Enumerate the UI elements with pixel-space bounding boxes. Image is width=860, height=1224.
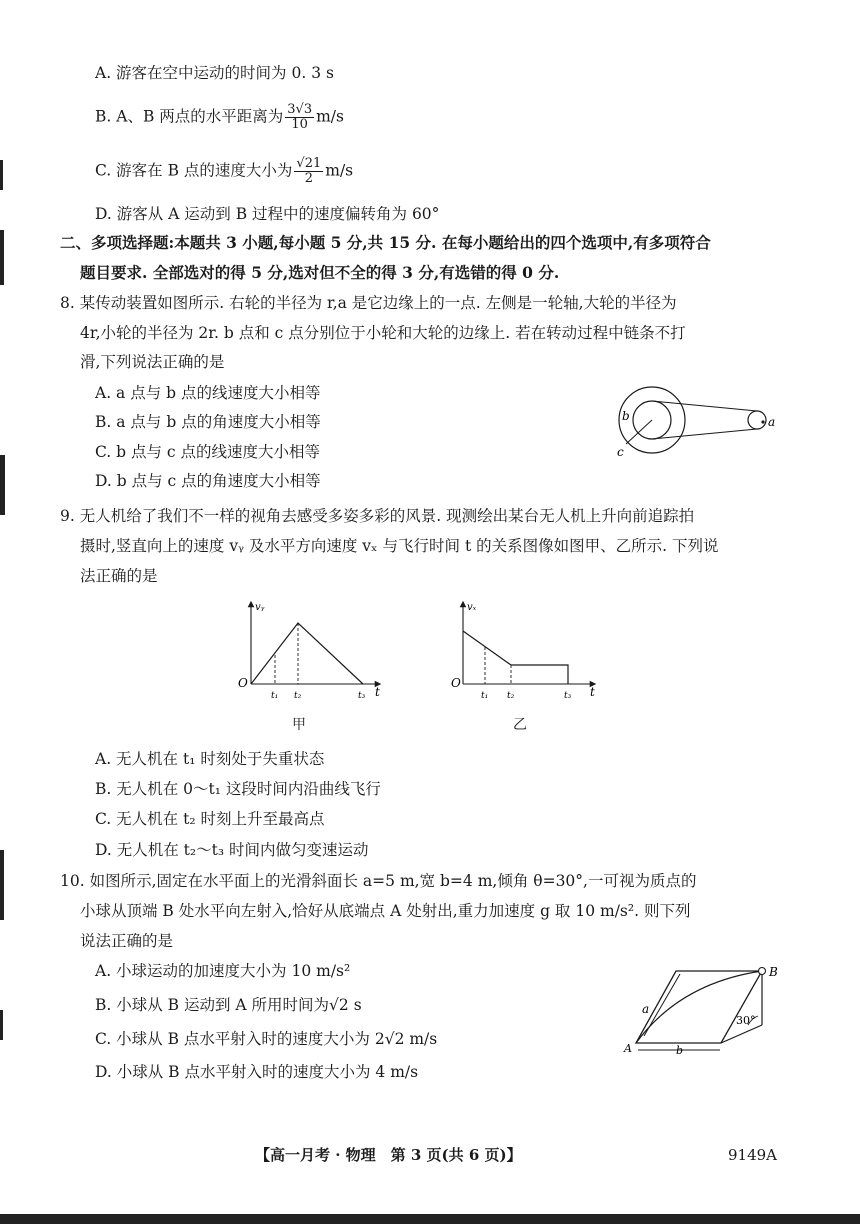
q8-option-a: A. a 点与 b 点的线速度大小相等 [95, 384, 321, 402]
q10-label-angle: 30° [736, 1014, 756, 1027]
section2-heading-line1: 二、多项选择题:本题共 3 小题,每小题 5 分,共 15 分. 在每小题给出的四个选项中,有多项符合 [60, 233, 711, 252]
q7-option-c [95, 157, 353, 186]
q7-option-b-fraction [285, 103, 314, 132]
q8-stem-line3: 滑,下列说法正确的是 [80, 353, 225, 371]
q9-option-c: C. 无人机在 t₂ 时刻上升至最高点 [95, 810, 325, 828]
q9-yi-t3: t₃ [564, 691, 572, 701]
q7-option-b-denominator: 10 [291, 117, 308, 132]
q9-yi-curve [463, 631, 568, 684]
q9-jia-t3: t₃ [358, 691, 366, 701]
scan-edge-mark [0, 230, 4, 285]
q10-label-point-b: B [769, 965, 778, 979]
q9-jia-curve [251, 623, 363, 684]
q9-stem-line1: 9. 无人机给了我们不一样的视角去感受多姿多彩的风景. 现测绘出某台无人机上升向前追踪拍 [60, 507, 695, 525]
q9-jia-ylabel: vᵧ [255, 602, 265, 613]
q8-option-c: C. b 点与 c 点的线速度大小相等 [95, 443, 321, 461]
q7-option-b-text: B. A、B 两点的水平距离为 [95, 107, 284, 126]
scan-edge-mark [0, 850, 4, 920]
q10-incline-side [721, 1025, 762, 1043]
q9-graph-jia [232, 598, 392, 710]
q8-option-d: D. b 点与 c 点的角速度大小相等 [95, 472, 321, 490]
q9-jia-t1: t₁ [271, 691, 279, 701]
q9-option-d: D. 无人机在 t₂～t₃ 时间内做匀变速运动 [95, 841, 369, 859]
footer-title: 【高一月考 · 物理 第 3 页(共 6 页)】 [255, 1146, 522, 1164]
q10-trajectory [636, 971, 762, 1043]
q10-option-d: D. 小球从 B 点水平射入时的速度大小为 4 m/s [95, 1063, 419, 1081]
scan-edge-mark [0, 160, 3, 190]
q9-stem-line3: 法正确的是 [80, 567, 158, 585]
q7-option-c-text: C. 游客在 B 点的速度大小为 [95, 161, 293, 180]
q10-label-b-side: b [676, 1044, 684, 1057]
q9-yi-t2: t₂ [507, 691, 515, 701]
q8-point-a-marker [761, 420, 764, 423]
q7-option-c-fraction [294, 157, 323, 186]
q8-stem-line2: 4r,小轮的半径为 2r. b 点和 c 点分别位于小轮和大轮的边缘上. 若在转动过程中链条不打 [80, 324, 686, 342]
q10-ball-b [759, 968, 766, 975]
q7-option-a: A. 游客在空中运动的时间为 0. 3 s [95, 64, 334, 82]
q8-label-a: a [768, 415, 776, 429]
q8-option-b: B. a 点与 b 点的角速度大小相等 [95, 413, 321, 431]
q9-yi-xlabel: t [590, 685, 595, 699]
q7-option-c-denominator: 2 [304, 171, 313, 186]
q8-label-c: c [617, 445, 624, 459]
q8-stem-line1: 8. 某传动装置如图所示. 右轮的半径为 r,a 是它边缘上的一点. 左侧是一轮轴,大轮的半径为 [60, 294, 677, 312]
scan-bottom-edge [0, 1214, 860, 1224]
q10-stem-line3: 说法正确的是 [80, 932, 174, 950]
q9-yi-ylabel: vₓ [467, 602, 477, 613]
q9-jia-xlabel: t [375, 685, 380, 699]
q10-option-b: B. 小球从 B 运动到 A 所用时间为√2 s [95, 996, 362, 1014]
q10-stem-line1: 10. 如图所示,固定在水平面上的光滑斜面长 a=5 m,宽 b=4 m,倾角 θ=30°,一可视为质点的 [60, 872, 697, 890]
q8-right-wheel [748, 411, 766, 429]
q9-graph-yi [447, 598, 607, 710]
q10-incline-diagram [620, 958, 790, 1058]
q9-yi-t1: t₁ [481, 691, 489, 701]
q9-jia-origin: O [238, 676, 248, 690]
q10-option-c: C. 小球从 B 点水平射入时的速度大小为 2√2 m/s [95, 1030, 438, 1048]
q8-radius-line [626, 420, 652, 444]
q8-label-b: b [622, 409, 630, 423]
scan-edge-mark [0, 455, 5, 515]
q9-yi-origin: O [451, 676, 461, 690]
q9-option-b: B. 无人机在 0～t₁ 这段时间内沿曲线飞行 [95, 780, 381, 798]
q10-incline-face [636, 971, 762, 1043]
q9-stem-line2: 摄时,竖直向上的速度 vᵧ 及水平方向速度 vₓ 与飞行时间 t 的关系图像如图甲、乙所示. 下列说 [80, 537, 719, 555]
q10-label-point-a: A [624, 1042, 632, 1055]
q7-option-c-numerator: √21 [296, 156, 322, 171]
q7-option-d: D. 游客从 A 运动到 B 过程中的速度偏转角为 60° [95, 205, 440, 223]
q9-graph-jia-caption: 甲 [292, 717, 306, 733]
q9-graph-yi-caption: 乙 [513, 717, 527, 733]
q7-option-b-numerator: 3√3 [287, 102, 313, 117]
q10-option-a: A. 小球运动的加速度大小为 10 m/s² [95, 962, 351, 980]
q7-option-b-unit: m/s [316, 107, 344, 126]
q8-pulley-diagram [612, 380, 787, 460]
q10-stem-line2: 小球从顶端 B 处水平向左射入,恰好从底端点 A 处射出,重力加速度 g 取 10 m/s². 则下列 [80, 902, 691, 920]
section2-heading-line2: 题目要求. 全部选对的得 5 分,选对但不全的得 3 分,有选错的得 0 分. [80, 263, 560, 282]
q9-option-a: A. 无人机在 t₁ 时刻处于失重状态 [95, 750, 325, 768]
footer-code: 9149A [728, 1146, 778, 1164]
q7-option-b [95, 103, 344, 132]
scan-edge-mark [0, 1010, 3, 1040]
q10-label-a-side: a [642, 1002, 650, 1016]
q9-jia-t2: t₂ [294, 691, 302, 701]
q7-option-c-unit: m/s [325, 161, 354, 180]
